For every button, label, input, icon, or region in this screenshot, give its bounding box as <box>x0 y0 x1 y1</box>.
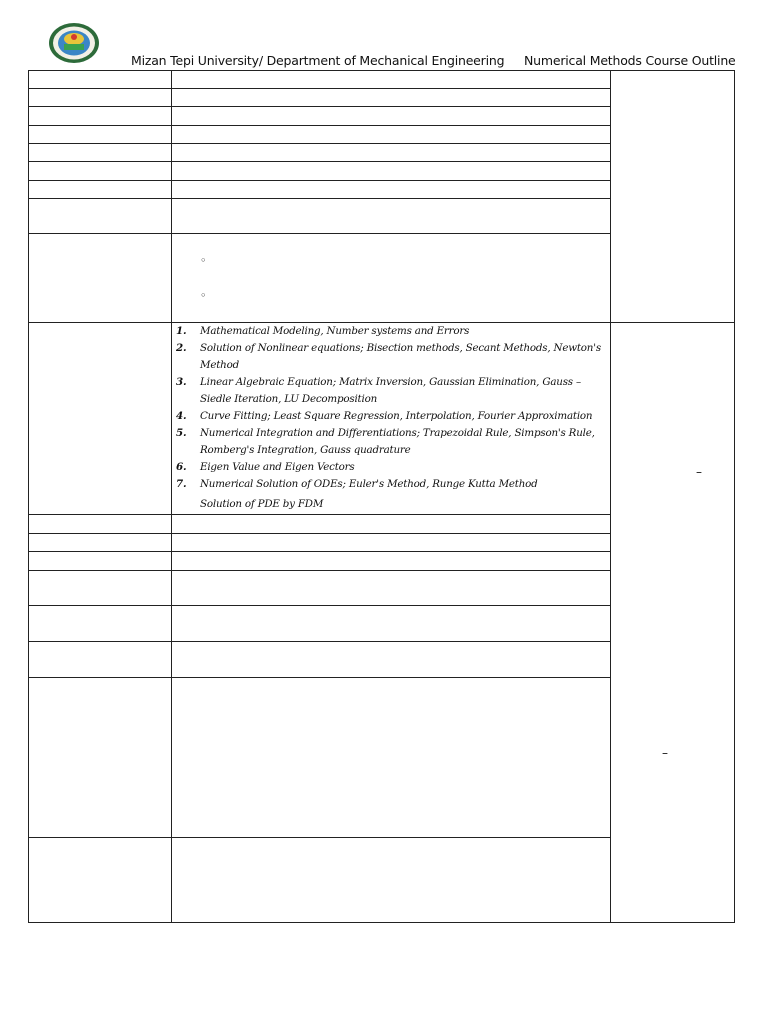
topic-text: Mathematical Modeling, Number systems and Errors <box>200 325 470 337</box>
table-row-divider <box>28 551 611 552</box>
topic-number: 1. <box>176 325 187 337</box>
topic-text: Solution of PDE by FDM <box>200 498 324 510</box>
table-border-right <box>734 70 735 923</box>
table-row-divider <box>28 514 611 515</box>
list-item <box>176 340 606 374</box>
right-column-mark-1: – <box>696 465 702 479</box>
table-row-divider <box>28 570 611 571</box>
header-university-dept: Mizan Tepi University/ Department of Mechanical Engineering <box>131 53 505 68</box>
objective-bullet-2: ◦ <box>200 289 207 302</box>
table-row-divider <box>28 180 611 181</box>
topic-text: Numerical Integration and Differentiations; Trapezoidal Rule, Simpson's Rule, Romberg's Integration, Gauss quadrature <box>200 427 595 456</box>
topic-number: 6. <box>176 461 187 473</box>
topic-number: 5. <box>176 427 187 439</box>
table-row-divider <box>28 125 611 126</box>
list-item <box>176 408 606 425</box>
topic-text: Solution of Nonlinear equations; Bisection methods, Secant Methods, Newton's Method <box>200 342 601 371</box>
topic-number: 4. <box>176 410 187 422</box>
topic-number: 2. <box>176 342 187 354</box>
list-item <box>176 459 606 476</box>
list-item <box>176 374 606 408</box>
topic-text: Eigen Value and Eigen Vectors <box>200 461 355 473</box>
table-row-divider <box>28 677 611 678</box>
table-row-divider <box>28 88 611 89</box>
list-item <box>176 425 606 459</box>
table-border-bottom <box>28 922 735 923</box>
right-column-mark-2: – <box>662 746 668 760</box>
topic-text: Numerical Solution of ODEs; Euler's Method, Runge Kutta Method <box>200 478 538 490</box>
table-row-divider <box>28 641 611 642</box>
objective-bullet-1: ◦ <box>200 254 207 267</box>
table-row-divider <box>28 161 611 162</box>
table-row-divider <box>28 533 611 534</box>
topic-text: Curve Fitting; Least Square Regression, Interpolation, Fourier Approximation <box>200 410 593 422</box>
table-row-divider <box>28 198 611 199</box>
table-row-divider <box>28 837 611 838</box>
list-item <box>176 323 606 340</box>
table-row-divider <box>28 143 611 144</box>
topic-number: 7. <box>176 478 187 490</box>
table-row-divider <box>28 106 611 107</box>
list-item <box>176 476 606 493</box>
topic-number: 3. <box>176 376 187 388</box>
header-course-outline: Numerical Methods Course Outline <box>524 53 736 68</box>
list-item <box>176 496 606 513</box>
topic-text: Linear Algebraic Equation; Matrix Inversion, Gaussian Elimination, Gauss – Siedle Iteration, LU Decomposition <box>200 376 581 405</box>
course-topics-list <box>176 323 606 513</box>
table-row-divider <box>28 233 611 234</box>
table-row-divider <box>28 605 611 606</box>
table-border-top <box>28 70 735 71</box>
